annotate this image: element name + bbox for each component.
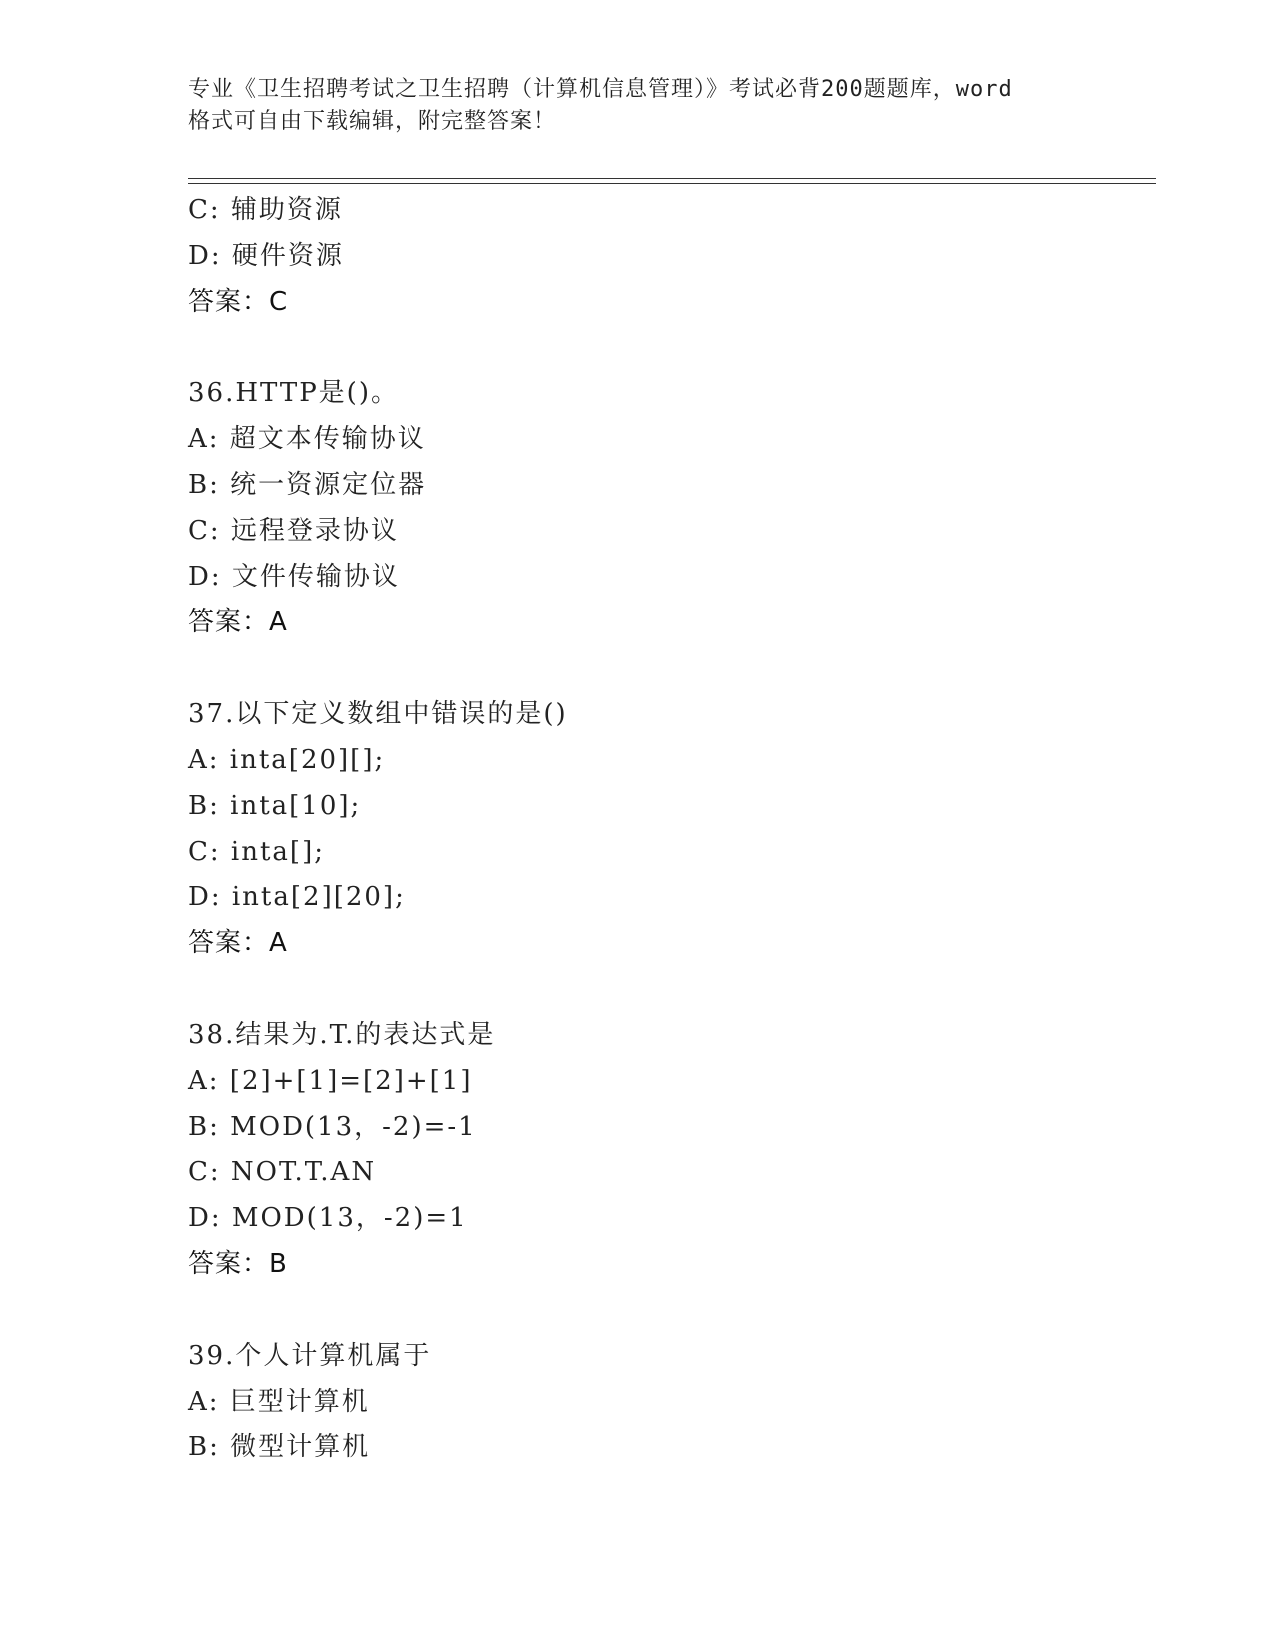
option-a: A: 超文本传输协议 [188,424,426,455]
option-b: B: 统一资源定位器 [188,469,427,500]
option-b: B: MOD(13，-2)=-1 [188,1111,477,1142]
header-line-1: 专业《卫生招聘考试之卫生招聘（计算机信息管理）》考试必背200题题库，word [188,77,1013,102]
option-c: C: 远程登录协议 [188,515,399,546]
answer-line: 答案：C [188,286,289,317]
answer-line: 答案：A [188,928,288,959]
question-stem: 36.HTTP是()。 [188,378,399,409]
option-c: C: inta[]; [188,836,325,867]
option-a: A: [2]+[1]=[2]+[1] [188,1065,473,1096]
option-c: C: 辅助资源 [188,195,343,225]
option-d: D: 文件传输协议 [188,561,400,592]
question-39 [188,1334,1148,1471]
question-37 [188,692,1148,967]
answer-line: 答案：B [188,1248,288,1279]
header-divider-top [188,178,1156,179]
option-a: A: inta[20][]; [188,744,386,775]
question-list [188,188,1148,1471]
option-d: D: 硬件资源 [188,240,344,271]
header-divider-bottom [188,183,1156,184]
header-line-2: 格式可自由下载编辑，附完整答案！ [188,109,557,134]
option-c: C: NOT.T.AN [188,1157,377,1188]
answer-line: 答案：A [188,607,288,638]
question-38 [188,1013,1148,1288]
question-stem: 37.以下定义数组中错误的是() [188,699,568,730]
question-stem: 39.个人计算机属于 [188,1340,432,1371]
option-b: B: inta[10]; [188,790,362,821]
option-d: D: inta[2][20]; [188,882,406,913]
document-header [188,74,1088,138]
option-b: B: 微型计算机 [188,1432,371,1463]
option-d: D: MOD(13，-2)=1 [188,1203,468,1234]
previous-question-tail [188,188,1148,325]
question-36 [188,371,1148,646]
question-stem: 38.结果为.T.的表达式是 [188,1019,496,1050]
option-a: A: 巨型计算机 [188,1386,370,1417]
